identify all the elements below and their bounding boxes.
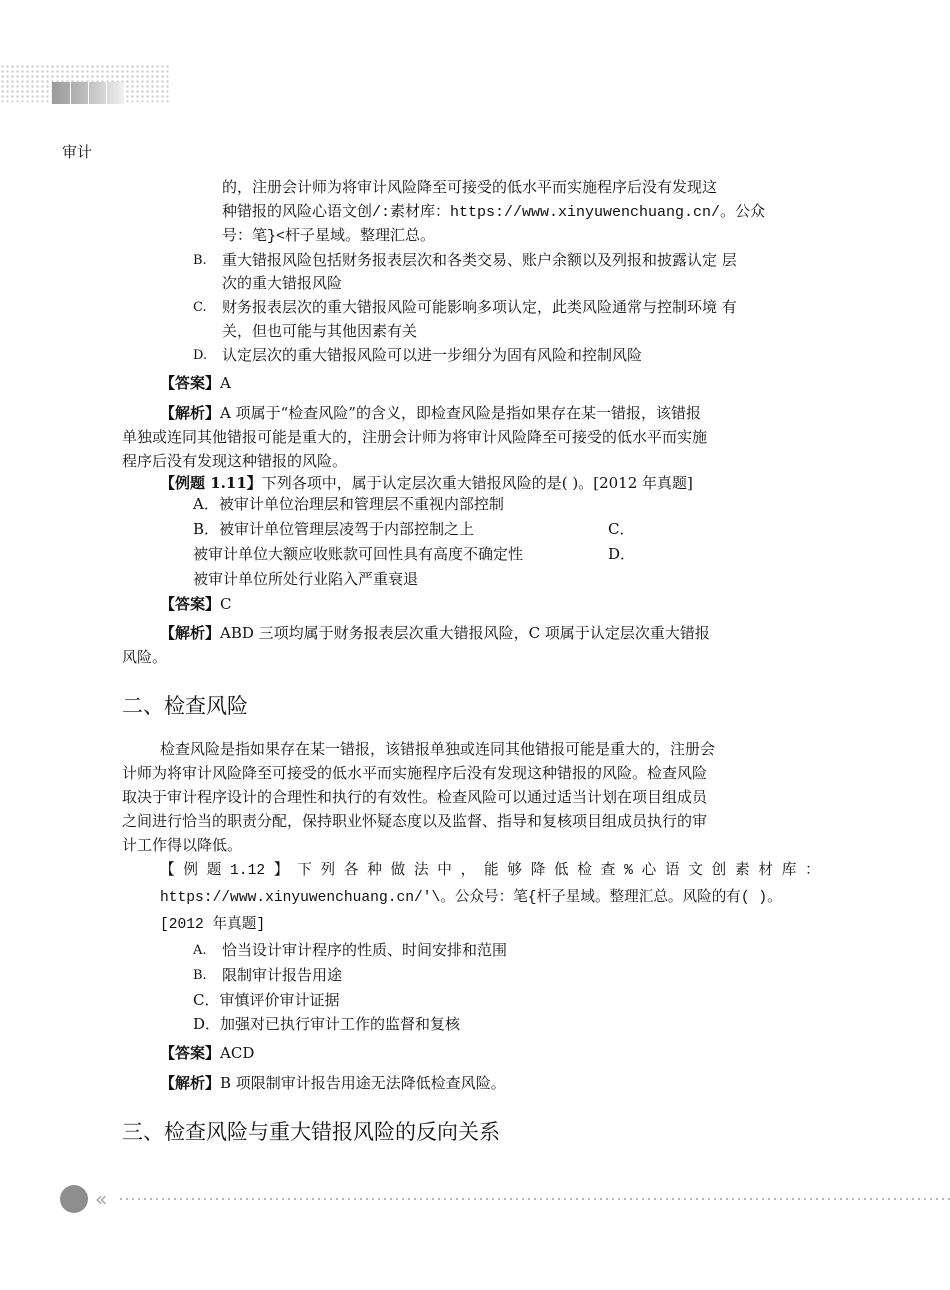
option-d-text: 认定层次的重大错报风险可以进一步细分为固有风险和控制风险 [222,346,643,364]
double-chevron-left-icon: « [95,1187,105,1211]
answer-value: A [220,374,231,392]
option-c-marker: C. [193,300,207,315]
analysis-label: 【解析】 [160,1074,221,1092]
example-1-12-analysis [160,1072,506,1095]
option-d-marker: D. [193,348,208,363]
example-1-12-option-a-marker: A. [193,943,207,958]
question-prev-line-2: 种错报的风险心语文创/:素材库：https://www.xinyuwenchuang.cn/。公众 [222,204,766,221]
analysis-text: A 项属于“检查风险”的含义，即检查风险是指如果存在某一错报，该错报 [220,404,701,422]
analysis-line-1 [160,402,701,425]
option-c-text-line-2: 关，但也可能与其他因素有关 [222,322,418,340]
section-2-para-line-3: 取决于审计程序设计的合理性和执行的有效性。检查风险可以通过适当计划在项目组成员 [122,788,708,806]
example-1-12-line-2: https://www.xinyuwenchuang.cn/'\。公众号：笔{杆子星域。整理汇总。风险的有( )。 [160,890,782,906]
example-1-12-option-a-text: 恰当设计审计程序的性质、时间安排和范围 [222,941,508,959]
example-1-11-option-c-text: 被审计单位大额应收账款可回性具有高度不确定性 [193,545,524,563]
section-2-para-line-5: 计工作得以降低。 [122,836,243,854]
answer-label: 【答案】 [160,1044,221,1062]
section-3-heading: 三、检查风险与重大错报风险的反向关系 [122,1120,500,1144]
example-1-11-stem [160,472,693,495]
analysis-text: B 项限制审计报告用途无法降低检查风险。 [220,1074,506,1092]
example-stem-text: 下列各项中，属于认定层次重大错报风险的是( )。[2012 年真题] [261,474,693,492]
example-1-12-option-c: C．审慎评价审计证据 [193,991,340,1009]
option-c-text-line-1: 财务报表层次的重大错报风险可能影响多项认定，此类风险通常与控制环境 有 [222,298,737,316]
example-1-11-analysis-line-1 [160,622,710,645]
running-header-section-label: 审计 [62,143,93,161]
example-1-12-option-b-marker: B. [193,968,207,983]
answer-value: C [220,595,232,613]
example-1-11-option-d-text: 被审计单位所处行业陷入严重衰退 [193,570,419,588]
example-1-11-answer [160,593,232,616]
example-1-12-line-1: 【 例 题 1.12 】 下 列 各 种 做 法 中 ， 能 够 降 低 检 查 % 心 语 文 创 素 材 库 ： [160,863,820,879]
example-1-11-option-d-marker: D． [608,545,636,563]
answer-label: 【答案】 [160,595,221,613]
example-1-12-option-b-text: 限制审计报告用途 [222,966,343,984]
option-b-marker: B. [193,253,207,268]
example-1-11-option-c-marker: C． [608,520,635,538]
option-b-text-line-2: 次的重大错报风险 [222,274,343,292]
analysis-label: 【解析】 [160,624,221,642]
example-1-11-option-a: A．被审计单位治理层和管理层不重视内部控制 [193,495,504,513]
answer-line [160,372,231,395]
example-1-12-line-3: [2012 年真题] [160,917,266,933]
analysis-text: ABD 三项均属于财务报表层次重大错报风险，C 项属于认定层次重大错报 [220,624,710,642]
section-2-para-line-4: 之间进行恰当的职责分配，保持职业怀疑态度以及监督、指导和复核项目组成员执行的审 [122,812,708,830]
example-1-12-option-d: D．加强对已执行审计工作的监督和复核 [193,1015,461,1033]
section-2-para-line-2: 计师为将审计风险降至可接受的低水平而实施程序后没有发现这种错报的风险。检查风险 [122,764,708,782]
analysis-line-3: 程序后没有发现这种错报的风险。 [122,452,348,470]
option-b-text-line-1: 重大错报风险包括财务报表层次和各类交易、账户余额以及列报和披露认定 层 [222,251,737,269]
section-2-para-line-1: 检查风险是指如果存在某一错报，该错报单独或连同其他错报可能是重大的，注册会 [160,740,716,758]
header-gradient-bar [52,82,124,104]
example-1-11-analysis-line-2: 风险。 [122,648,168,666]
answer-label: 【答案】 [160,374,221,392]
question-prev-line-1: 的，注册会计师为将审计风险降至可接受的低水平而实施程序后没有发现这 [222,180,718,197]
example-label: 【例题 1.11】 [160,474,262,492]
analysis-label: 【解析】 [160,404,221,422]
example-1-12-answer [160,1042,254,1065]
answer-value: ACD [220,1044,255,1062]
analysis-line-2: 单独或连同其他错报可能是重大的，注册会计师为将审计风险降至可接受的低水平而实施 [122,428,708,446]
footer-dotted-rule [118,1198,950,1200]
question-prev-line-3: 号：笔}<杆子星域。整理汇总。 [222,228,436,245]
section-2-heading: 二、检查风险 [122,694,248,718]
example-1-11-option-b: B．被审计单位管理层凌驾于内部控制之上 [193,520,475,538]
circle-icon [60,1185,88,1213]
